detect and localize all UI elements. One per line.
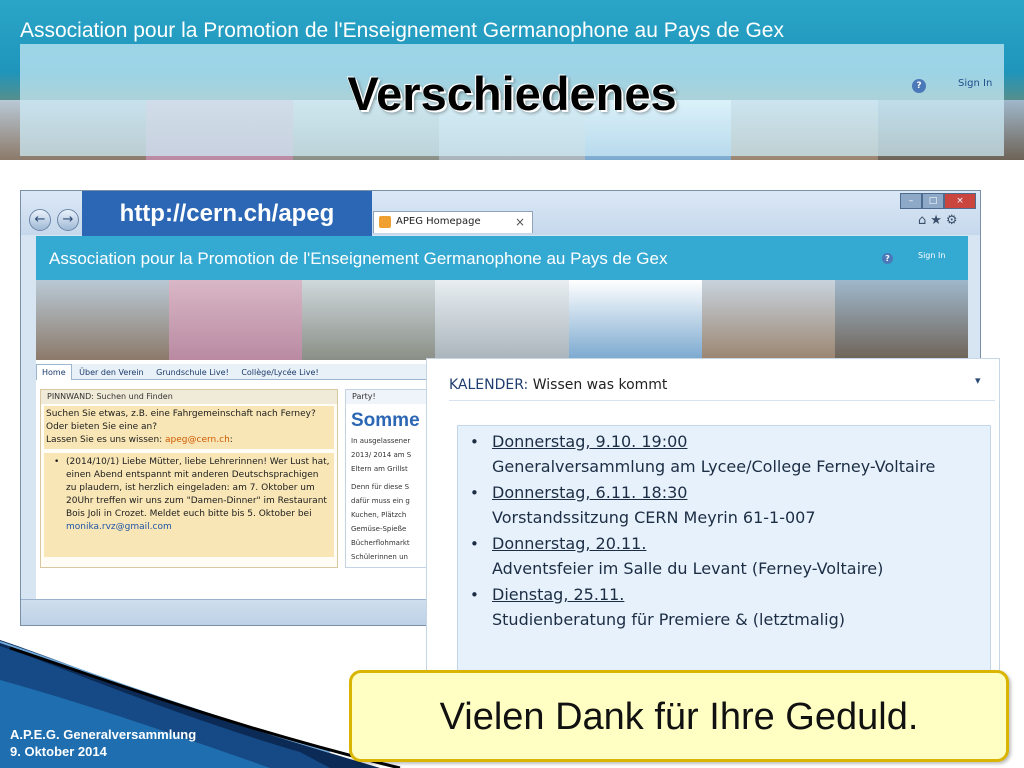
nav-college-lycee-live[interactable]: Collège/Lycée Live! bbox=[241, 368, 319, 377]
calendar-panel bbox=[426, 358, 1000, 688]
event-description: Vorstandssitzung CERN Meyrin 61-1-007 bbox=[492, 508, 816, 527]
calendar-header bbox=[449, 377, 667, 393]
bullet: • bbox=[54, 457, 60, 467]
event-description: Generalversammlung am Lycee/College Ferney-Voltaire bbox=[492, 457, 936, 476]
party-title: Somme bbox=[351, 410, 420, 431]
site-photo bbox=[569, 280, 702, 360]
party-text-line: Gemüse-Spieße bbox=[351, 525, 407, 533]
footer-line: 9. Oktober 2014 bbox=[10, 744, 107, 759]
party-text-line: Kuchen, Plätzch bbox=[351, 511, 407, 519]
site-photo bbox=[169, 280, 302, 360]
news-text: (2014/10/1) Liebe Mütter, liebe Lehrerinnen! Wer Lust hat, einen Abend entspannt mit anderen Deutschsprachigen zu plaudern, ist herzlich eingeladen: am 7. Oktober um 20Uhr treffen wir uns zum "Damen-Dinner" im Restaurant Bois Joli in Crozet. Meldet euch bitte bis 5. Oktober bei bbox=[66, 457, 330, 519]
site-photo-strip bbox=[36, 280, 968, 360]
maximize-button[interactable]: □ bbox=[922, 193, 944, 209]
site-title: Association pour la Promotion de l'Enseignement Germanophone au Pays de Gex bbox=[49, 249, 668, 268]
help-icon[interactable]: ? bbox=[882, 253, 893, 264]
event-description: Adventsfeier im Salle du Levant (Ferney-Voltaire) bbox=[492, 559, 884, 578]
footer-caption bbox=[10, 726, 196, 760]
pinnwand-intro bbox=[44, 406, 334, 449]
association-name: Association pour la Promotion de l'Enseignement Germanophone au Pays de Gex bbox=[20, 19, 784, 42]
forward-button[interactable]: → bbox=[57, 209, 79, 231]
bullet: • bbox=[470, 484, 479, 502]
tab-label: APEG Homepage bbox=[396, 216, 481, 227]
party-text-line: Denn für diese S bbox=[351, 483, 410, 491]
pinnwand-intro-line bbox=[46, 434, 332, 447]
party-text-line: Eltern am Grillst bbox=[351, 465, 408, 473]
event-date-link[interactable]: Donnerstag, 6.11. 18:30 bbox=[492, 483, 688, 502]
party-text-line: dafür muss ein g bbox=[351, 497, 410, 505]
header-banner bbox=[0, 0, 1024, 160]
tab-favicon-icon bbox=[379, 216, 391, 228]
thanks-text: Vielen Dank für Ihre Geduld. bbox=[439, 696, 919, 738]
site-photo bbox=[835, 280, 968, 360]
calendar-event bbox=[470, 430, 962, 479]
help-icon[interactable]: ? bbox=[912, 79, 926, 93]
party-text-line: 2013/ 2014 am S bbox=[351, 451, 412, 459]
pinnwand-intro-text: : bbox=[229, 435, 233, 445]
chevron-down-icon[interactable]: ▾ bbox=[975, 374, 981, 387]
calendar-event bbox=[470, 481, 962, 530]
calendar-list-box bbox=[457, 425, 991, 688]
nav-ueber-den-verein[interactable]: Über den Verein bbox=[79, 368, 144, 377]
tab-close-icon[interactable]: × bbox=[514, 215, 525, 229]
pinnwand-intro-line: Oder bieten Sie eine an? bbox=[46, 422, 158, 432]
event-date-link[interactable]: Donnerstag, 9.10. 19:00 bbox=[492, 432, 688, 451]
footer-line: A.P.E.G. Generalversammlung bbox=[10, 727, 197, 742]
party-text-line: Schülerinnen un bbox=[351, 553, 408, 561]
event-description: Studienberatung für Premiere & (letztmalig) bbox=[492, 610, 845, 629]
calendar-list bbox=[470, 430, 962, 634]
back-button[interactable]: ← bbox=[29, 209, 51, 231]
pinnwand-panel bbox=[40, 389, 338, 568]
home-favorites-settings-icons[interactable]: ⌂★⚙ bbox=[918, 213, 962, 228]
sign-in-link[interactable]: Sign In bbox=[958, 78, 993, 89]
party-panel bbox=[345, 389, 435, 568]
pinnwand-intro-line: Suchen Sie etwas, z.B. eine Fahrgemeinschaft nach Ferney? bbox=[46, 409, 316, 419]
browser-tab[interactable] bbox=[373, 211, 533, 233]
nav-home[interactable]: Home bbox=[36, 364, 72, 380]
url-badge: http://cern.ch/apeg bbox=[82, 191, 372, 236]
pinnwand-intro-text: Lassen Sie es uns wissen: bbox=[46, 435, 166, 445]
pinnwand-header: PINNWAND: Suchen und Finden bbox=[41, 390, 337, 404]
bullet: • bbox=[470, 433, 479, 451]
site-photo bbox=[36, 280, 169, 360]
site-header bbox=[36, 236, 968, 280]
bullet: • bbox=[470, 586, 479, 604]
pinnwand-news-item bbox=[44, 453, 334, 557]
minimize-button[interactable]: – bbox=[900, 193, 922, 209]
thanks-callout bbox=[349, 670, 1009, 762]
calendar-event bbox=[470, 583, 962, 632]
monika-email-link[interactable]: monika.rvz@gmail.com bbox=[66, 522, 172, 532]
event-date-link[interactable]: Dienstag, 25.11. bbox=[492, 585, 625, 604]
party-text-line: In ausgelassener bbox=[351, 437, 411, 445]
bullet: • bbox=[470, 535, 479, 553]
slide-title: Verschiedenes bbox=[347, 67, 677, 120]
close-window-button[interactable]: × bbox=[944, 193, 976, 209]
apeg-email-link[interactable]: apeg@cern.ch bbox=[165, 435, 230, 445]
site-photo bbox=[702, 280, 835, 360]
sign-in-link[interactable]: Sign In bbox=[918, 251, 946, 260]
party-header: Party! bbox=[346, 390, 434, 404]
divider bbox=[449, 400, 995, 401]
calendar-event bbox=[470, 532, 962, 581]
site-photo bbox=[302, 280, 435, 360]
event-date-link[interactable]: Donnerstag, 20.11. bbox=[492, 534, 647, 553]
party-text-line: Bücherflohmarkt bbox=[351, 539, 410, 547]
site-photo bbox=[435, 280, 568, 360]
calendar-label: KALENDER: bbox=[449, 377, 529, 393]
nav-grundschule-live[interactable]: Grundschule Live! bbox=[156, 368, 229, 377]
calendar-subtitle: Wissen was kommt bbox=[528, 377, 668, 393]
